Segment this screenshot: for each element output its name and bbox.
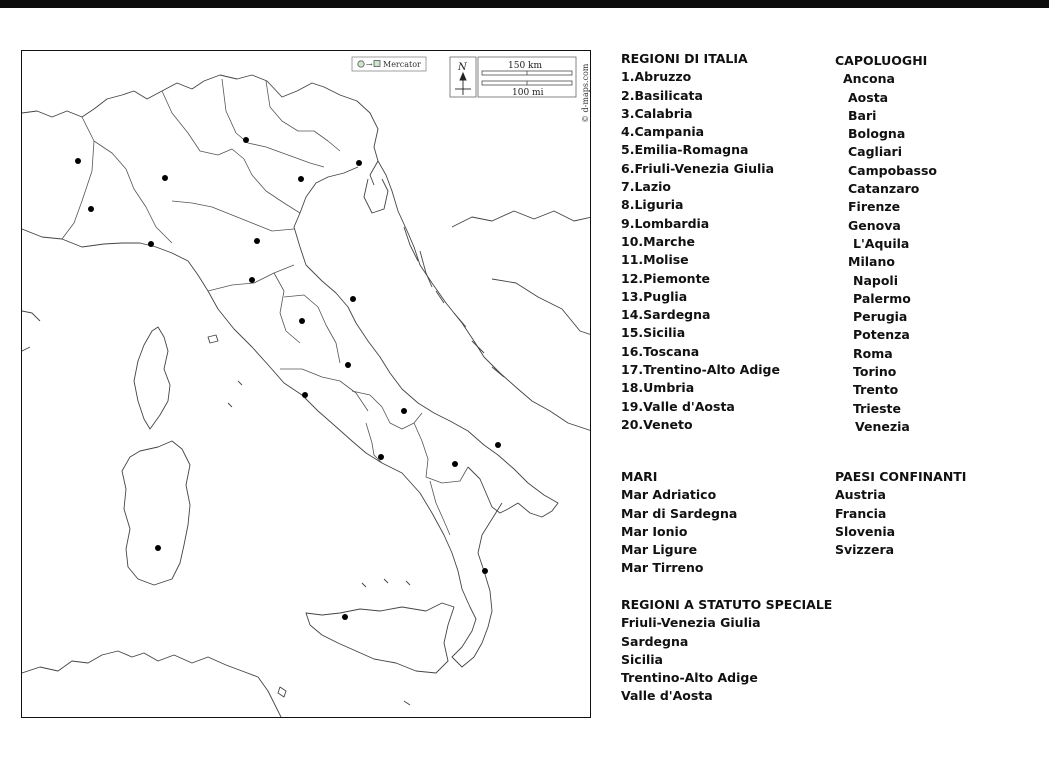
capoluoghi-title: CAPOLUOGHI [835, 53, 928, 68]
mare-item: Mar Tirreno [621, 560, 704, 576]
regione-item: 17.Trentino-Alto Adige [621, 362, 780, 378]
northern-border [22, 75, 378, 185]
regione-item: 1.Abruzzo [621, 69, 692, 85]
capoluogo-item: Firenze [848, 199, 901, 215]
french-coast [22, 311, 40, 351]
regione-item: 5.Emilia-Romagna [621, 142, 749, 158]
capoluogo-item: Cagliari [848, 144, 903, 160]
mari-title: MARI [621, 469, 658, 484]
paese-item: Svizzera [835, 542, 895, 558]
capital-dot-bologna [254, 238, 260, 244]
adriatic-islands [404, 227, 504, 377]
statuto-title: REGIONI A STATUTO SPECIALE [621, 597, 833, 612]
regione-item: 14.Sardegna [621, 307, 711, 323]
africa-coast [22, 651, 282, 718]
statuto-item: Sicilia [621, 651, 663, 667]
mari-list [621, 468, 737, 578]
statuto-item: Friuli-Venezia Giulia [621, 615, 761, 631]
capital-dot-perugia [299, 318, 305, 324]
globe-icon [358, 61, 364, 67]
regioni-title: REGIONI DI ITALIA [621, 51, 748, 66]
balkan-border-2 [492, 279, 591, 335]
statuto-item: Sardegna [621, 633, 689, 649]
adriatic-coast [294, 167, 558, 517]
tuscan-islands [208, 335, 242, 407]
paese-item: Austria [835, 487, 886, 503]
capital-dot-palermo [342, 614, 348, 620]
projection-legend [352, 57, 426, 71]
capital-dot-venezia [298, 176, 304, 182]
capoluoghi-list [835, 52, 937, 436]
regional-borders [62, 79, 468, 535]
scale-box [450, 57, 576, 98]
paesi-list [835, 468, 966, 559]
capoluogo-item: Bologna [848, 126, 906, 142]
top-bar [0, 0, 1049, 8]
capital-dot-milano [162, 175, 168, 181]
sardinia [122, 441, 190, 585]
italy-map [21, 50, 591, 718]
capital-dot-aosta [75, 158, 81, 164]
regione-item: 19.Valle d'Aosta [621, 398, 735, 414]
regione-item: 12.Piemonte [621, 270, 711, 286]
map-square-icon [374, 61, 380, 67]
capoluogo-item: Ancona [843, 71, 895, 87]
capoluogo-item: Torino [853, 364, 897, 380]
scale-km-label: 150 km [508, 61, 543, 71]
statuto-item: Valle d'Aosta [621, 688, 713, 704]
paese-item: Slovenia [835, 523, 896, 539]
mare-item: Mar di Sardegna [621, 505, 738, 521]
capoluogo-item: Venezia [855, 418, 910, 434]
capital-dot-laquila [345, 362, 351, 368]
istria [364, 179, 388, 213]
tyrrhenian-coast [22, 229, 502, 667]
regione-item: 7.Lazio [621, 179, 671, 195]
mare-item: Mar Adriatico [621, 487, 717, 503]
capital-dot-napoli [378, 454, 384, 460]
capoluogo-item: Bari [848, 107, 877, 123]
sicily [306, 603, 454, 673]
aeolian-islands [362, 579, 410, 587]
regione-item: 20.Veneto [621, 416, 693, 432]
malta [278, 687, 410, 705]
capital-dot-campobasso [401, 408, 407, 414]
paesi-title: PAESI CONFINANTI [835, 469, 967, 484]
regioni-list [621, 50, 780, 434]
balkan-border [452, 211, 591, 227]
capital-dot-potenza [452, 461, 458, 467]
regione-item: 18.Umbria [621, 380, 695, 396]
capital-dot-cagliari [155, 545, 161, 551]
capoluogo-item: Palermo [853, 290, 911, 306]
regione-item: 10.Marche [621, 233, 695, 249]
capital-dot-firenze [249, 277, 255, 283]
capoluogo-item: Perugia [853, 309, 908, 325]
arrow-glyph: → [366, 60, 373, 69]
regione-item: 9.Lombardia [621, 215, 710, 231]
capital-dot-torino [88, 206, 94, 212]
capoluogo-item: Roma [853, 345, 893, 361]
capoluogo-item: Trieste [853, 400, 901, 416]
regione-item: 8.Liguria [621, 197, 684, 213]
statuto-list [621, 596, 832, 706]
regione-item: 11.Molise [621, 252, 689, 268]
capital-dot-roma [302, 392, 308, 398]
statuto-item: Trentino-Alto Adige [621, 670, 758, 686]
regione-item: 13.Puglia [621, 288, 688, 304]
map-canvas [22, 51, 591, 718]
scale-mi-label: 100 mi [512, 88, 544, 98]
capital-dot-genova [148, 241, 154, 247]
regione-item: 6.Friuli-Venezia Giulia [621, 160, 775, 176]
capoluogo-item: Aosta [848, 89, 889, 105]
north-label: N [458, 62, 467, 73]
capital-markers [75, 137, 501, 620]
capoluogo-item: Campobasso [848, 162, 938, 178]
capital-dot-ancona [350, 296, 356, 302]
regione-item: 2.Basilicata [621, 87, 703, 103]
capoluogo-item: Napoli [853, 272, 899, 288]
credit-label: © d-maps.com [581, 63, 590, 123]
projection-label: Mercator [383, 60, 421, 69]
mare-item: Mar Ionio [621, 523, 688, 539]
corsica [134, 327, 170, 429]
capoluogo-item: L'Aquila [853, 235, 910, 251]
regione-item: 16.Toscana [621, 343, 700, 359]
paese-item: Francia [835, 505, 887, 521]
croatia-coast [378, 161, 591, 431]
capoluogo-item: Potenza [853, 327, 910, 343]
capoluogo-item: Milano [848, 254, 895, 270]
capital-dot-catanzaro [482, 568, 488, 574]
puglia-heel [468, 467, 518, 513]
regione-item: 4.Campania [621, 124, 705, 140]
capoluogo-item: Catanzaro [848, 181, 920, 197]
capoluogo-item: Genova [848, 217, 901, 233]
capital-dot-trento [243, 137, 249, 143]
capital-dot-trieste [356, 160, 362, 166]
capoluogo-item: Trento [853, 382, 899, 398]
capital-dot-bari [495, 442, 501, 448]
regione-item: 3.Calabria [621, 105, 693, 121]
regione-item: 15.Sicilia [621, 325, 686, 341]
mare-item: Mar Ligure [621, 542, 698, 558]
